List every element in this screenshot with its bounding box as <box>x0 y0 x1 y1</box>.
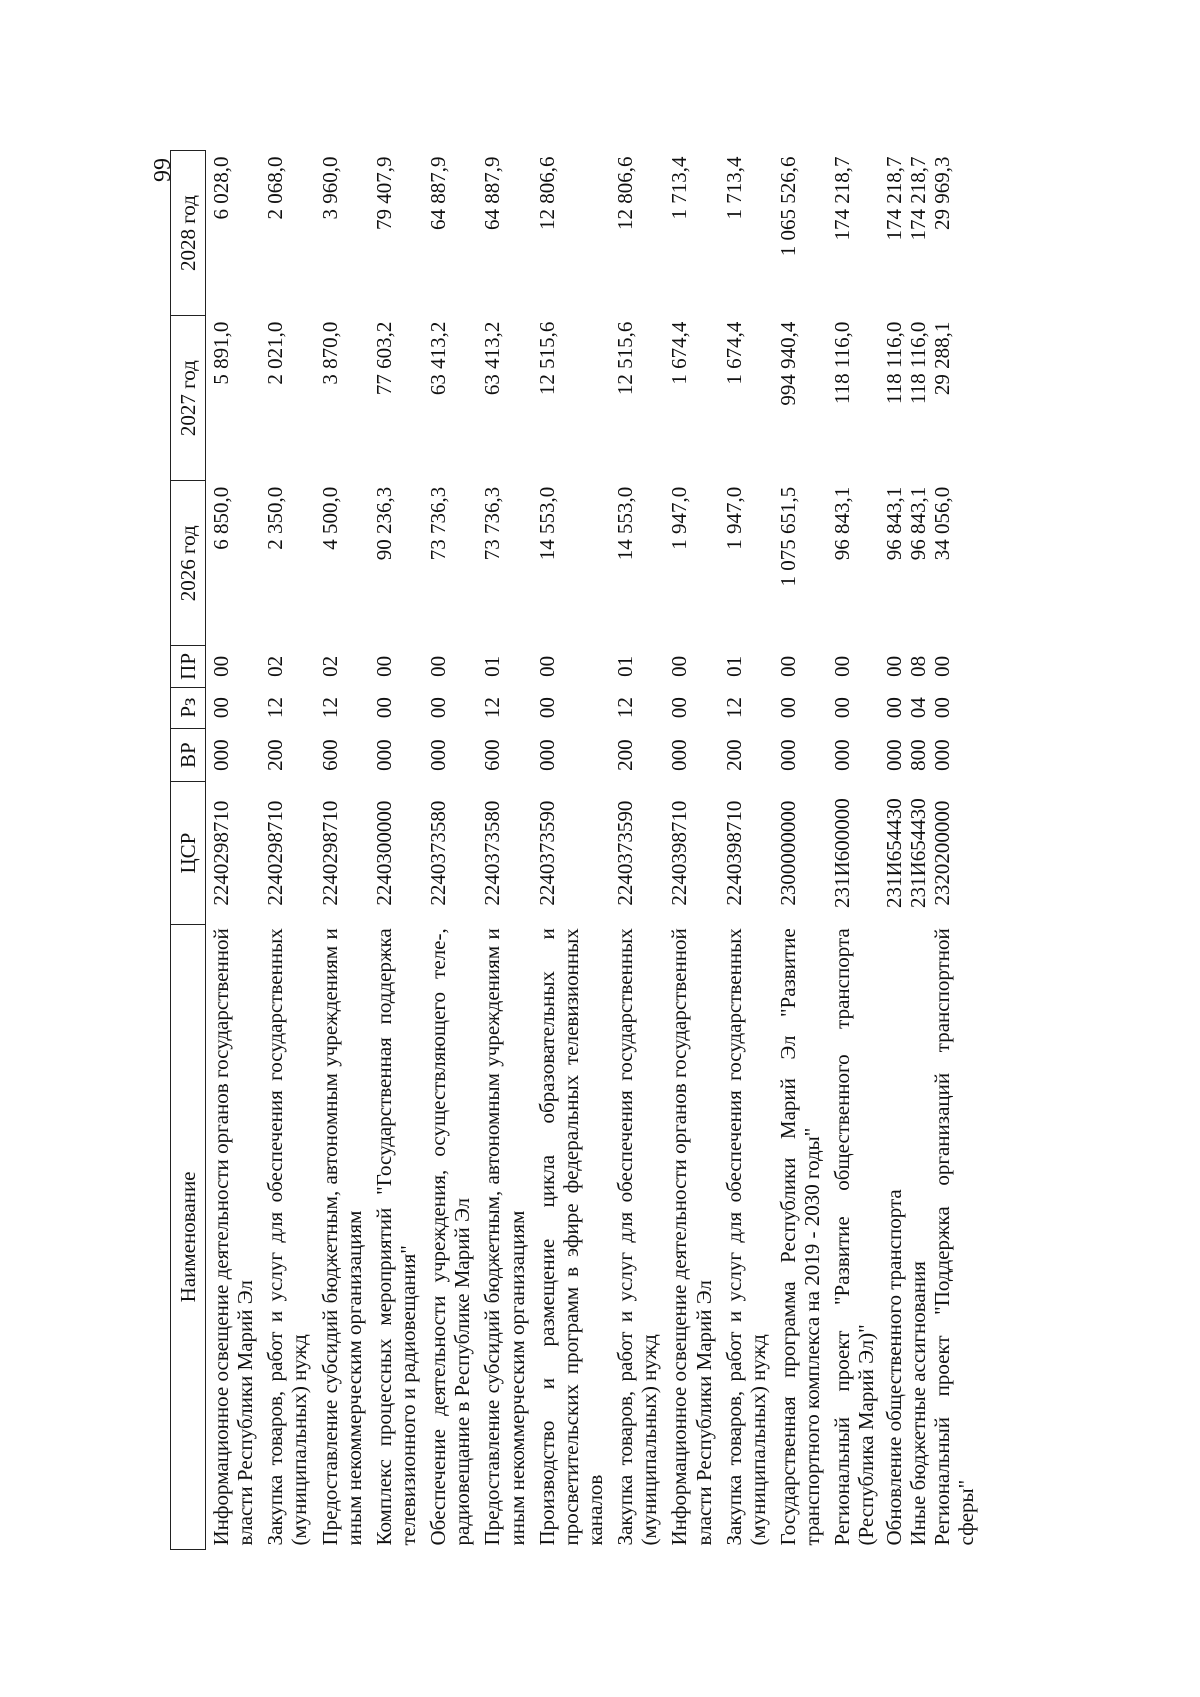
cell-pr: 01 <box>721 655 746 677</box>
cell-rz: 00 <box>667 697 692 719</box>
cell-2027: 12 515,6 <box>613 321 638 396</box>
cell-rz: 00 <box>371 697 396 719</box>
cell-name: Обеспечение деятельности учреждения, осуществляющего теле-, радиовещание в Республике Марий Эл <box>426 928 475 1546</box>
cell-2028: 174 218,7 <box>830 156 855 241</box>
cell-pr: 00 <box>534 655 559 677</box>
cell-name: Региональный проект "Поддержка организаций транспортной сферы" <box>929 928 978 1546</box>
cell-pr: 01 <box>480 655 505 677</box>
cell-2028: 1 065 526,6 <box>775 156 800 257</box>
table-row <box>930 151 978 1550</box>
cell-2027: 1 674,4 <box>667 321 692 385</box>
cell-rz: 12 <box>317 697 342 719</box>
cell-2027: 63 413,2 <box>480 321 505 396</box>
table-row <box>773 151 827 1550</box>
cell-pr: 08 <box>905 655 930 677</box>
cell-2028: 3 960,0 <box>317 156 342 220</box>
cell-2028: 64 887,9 <box>426 156 451 230</box>
cell-pr: 02 <box>317 655 342 677</box>
cell-name: Предоставление субсидий бюджетным, автономным учреждениям и иным некоммерческим организациям <box>317 928 366 1546</box>
cell-csr: 231И654430 <box>881 798 906 908</box>
cell-2027: 1 674,4 <box>721 321 746 385</box>
cell-rz: 00 <box>534 697 559 719</box>
header-name: Наименование <box>171 924 206 1549</box>
cell-2026: 14 553,0 <box>613 486 638 561</box>
cell-2028: 79 407,9 <box>371 156 396 230</box>
cell-rz: 12 <box>613 697 638 719</box>
budget-table <box>170 150 978 1550</box>
cell-2026: 1 947,0 <box>667 486 692 550</box>
header-csr: ЦСР <box>171 782 206 924</box>
cell-rz: 00 <box>209 697 233 719</box>
cell-csr: 2240373580 <box>480 800 505 906</box>
table-body <box>206 151 979 1550</box>
cell-csr: 2240298710 <box>263 800 288 906</box>
cell-2027: 994 940,4 <box>775 321 800 406</box>
cell-2026: 73 736,3 <box>426 486 451 561</box>
cell-csr: 2320200000 <box>929 800 954 906</box>
cell-2026: 1 947,0 <box>721 486 746 550</box>
table-row <box>664 151 718 1550</box>
cell-name: Иные бюджетные ассигнования <box>905 1261 930 1546</box>
rotated-page <box>150 150 1020 1550</box>
cell-vr: 000 <box>929 739 954 771</box>
cell-pr: 00 <box>775 655 800 677</box>
cell-vr: 000 <box>371 739 396 771</box>
cell-csr: 2240398710 <box>721 800 746 906</box>
cell-2027: 12 515,6 <box>534 321 559 396</box>
cell-vr: 000 <box>775 739 800 771</box>
cell-2027: 77 603,2 <box>371 321 396 396</box>
table-row <box>260 151 314 1550</box>
cell-name: Предоставление субсидий бюджетным, автономным учреждениям и иным некоммерческим организациям <box>480 928 529 1546</box>
cell-csr: 2240373590 <box>613 800 638 906</box>
cell-name: Производство и размещение цикла образовательных и просветительских программ в эфире федеральных телевизионных каналов <box>534 928 607 1546</box>
cell-pr: 00 <box>209 655 233 677</box>
cell-2026: 73 736,3 <box>480 486 505 561</box>
cell-vr: 000 <box>534 739 559 771</box>
cell-name: Закупка товаров, работ и услуг для обеспечения государственных (муниципальных) нужд <box>263 928 312 1546</box>
cell-vr: 000 <box>881 739 906 771</box>
cell-csr: 2240298710 <box>317 800 342 906</box>
cell-csr: 231И600000 <box>830 798 855 908</box>
cell-csr: 2240373580 <box>426 800 451 906</box>
cell-rz: 12 <box>263 697 288 719</box>
cell-vr: 600 <box>480 739 505 771</box>
cell-2028: 29 969,3 <box>929 156 954 230</box>
table-header <box>171 151 206 1550</box>
cell-csr: 2300000000 <box>775 800 800 906</box>
cell-rz: 00 <box>830 697 855 719</box>
cell-rz: 00 <box>929 697 954 719</box>
cell-vr: 000 <box>667 739 692 771</box>
cell-2028: 1 713,4 <box>667 156 692 220</box>
header-2028: 2028 год <box>171 151 206 316</box>
cell-2026: 6 850,0 <box>209 486 233 550</box>
cell-name: Информационное освещение деятельности органов государственной власти Республики Марий Эл <box>667 928 716 1546</box>
cell-name: Государственная программа Республики Марий Эл "Развитие транспортного комплекса на 2019 - 2030 годы" <box>775 928 825 1546</box>
table-row <box>610 151 664 1550</box>
table-row <box>906 151 930 1550</box>
header-vr: ВР <box>171 728 206 782</box>
cell-vr: 000 <box>426 739 451 771</box>
cell-vr: 800 <box>905 739 930 771</box>
cell-2026: 96 843,1 <box>830 486 855 561</box>
cell-name: Обновление общественного транспорта <box>881 1189 906 1546</box>
cell-2027: 5 891,0 <box>209 321 233 385</box>
cell-csr: 2240298710 <box>209 800 233 906</box>
cell-2026: 34 056,0 <box>929 486 954 561</box>
cell-csr: 2240398710 <box>667 800 692 906</box>
cell-vr: 200 <box>613 739 638 771</box>
table-row <box>882 151 906 1550</box>
cell-2028: 174 218,7 <box>881 156 906 241</box>
cell-name: Региональный проект "Развитие общественного транспорта (Республика Марий Эл)" <box>830 928 879 1546</box>
header-2027: 2027 год <box>171 316 206 481</box>
cell-rz: 00 <box>881 697 906 719</box>
cell-pr: 00 <box>881 655 906 677</box>
cell-2026: 90 236,3 <box>371 486 396 561</box>
cell-pr: 02 <box>263 655 288 677</box>
cell-rz: 00 <box>775 697 800 719</box>
cell-2028: 6 028,0 <box>209 156 233 220</box>
cell-pr: 00 <box>667 655 692 677</box>
cell-2027: 63 413,2 <box>426 321 451 396</box>
cell-2026: 96 843,1 <box>905 486 930 561</box>
cell-name: Информационное освещение деятельности органов государственной власти Республики Марий Эл <box>209 928 258 1546</box>
table-row <box>532 151 610 1550</box>
header-pr: ПР <box>171 646 206 687</box>
cell-rz: 00 <box>426 697 451 719</box>
cell-vr: 000 <box>209 739 233 771</box>
table-row <box>315 151 369 1550</box>
header-rz: Рз <box>171 687 206 728</box>
table-row <box>206 151 261 1550</box>
cell-2027: 118 116,0 <box>905 321 930 405</box>
cell-vr: 600 <box>317 739 342 771</box>
cell-2028: 1 713,4 <box>721 156 746 220</box>
cell-2028: 12 806,6 <box>534 156 559 230</box>
page-number: 99 <box>150 158 176 182</box>
cell-csr: 2240300000 <box>371 800 396 906</box>
cell-2028: 64 887,9 <box>480 156 505 230</box>
cell-vr: 000 <box>830 739 855 771</box>
cell-csr: 2240373590 <box>534 800 559 906</box>
table-row <box>827 151 881 1550</box>
header-2026: 2026 год <box>171 481 206 646</box>
cell-vr: 200 <box>721 739 746 771</box>
cell-pr: 00 <box>929 655 954 677</box>
cell-2026: 2 350,0 <box>263 486 288 550</box>
table-row <box>369 151 423 1550</box>
cell-2027: 3 870,0 <box>317 321 342 385</box>
table-row <box>423 151 477 1550</box>
cell-pr: 00 <box>426 655 451 677</box>
cell-2026: 96 843,1 <box>881 486 906 561</box>
cell-2028: 174 218,7 <box>905 156 930 241</box>
cell-name: Закупка товаров, работ и услуг для обеспечения государственных (муниципальных) нужд <box>613 928 662 1546</box>
cell-pr: 00 <box>371 655 396 677</box>
cell-2026: 1 075 651,5 <box>775 486 800 587</box>
cell-rz: 04 <box>905 697 930 719</box>
cell-pr: 01 <box>613 655 638 677</box>
cell-2027: 118 116,0 <box>881 321 906 405</box>
cell-name: Комплекс процессных мероприятий "Государственная поддержка телевизионного и радиовещания" <box>371 928 420 1546</box>
cell-name: Закупка товаров, работ и услуг для обеспечения государственных (муниципальных) нужд <box>721 928 770 1546</box>
table-row <box>719 151 773 1550</box>
cell-2026: 14 553,0 <box>534 486 559 561</box>
cell-2026: 4 500,0 <box>317 486 342 550</box>
cell-pr: 00 <box>830 655 855 677</box>
cell-csr: 231И654430 <box>905 798 930 908</box>
cell-rz: 12 <box>721 697 746 719</box>
cell-2028: 2 068,0 <box>263 156 288 220</box>
cell-2027: 29 288,1 <box>929 321 954 396</box>
table-row <box>477 151 531 1550</box>
cell-vr: 200 <box>263 739 288 771</box>
cell-2027: 118 116,0 <box>830 321 855 405</box>
cell-2027: 2 021,0 <box>263 321 288 385</box>
cell-rz: 12 <box>480 697 505 719</box>
cell-2028: 12 806,6 <box>613 156 638 230</box>
